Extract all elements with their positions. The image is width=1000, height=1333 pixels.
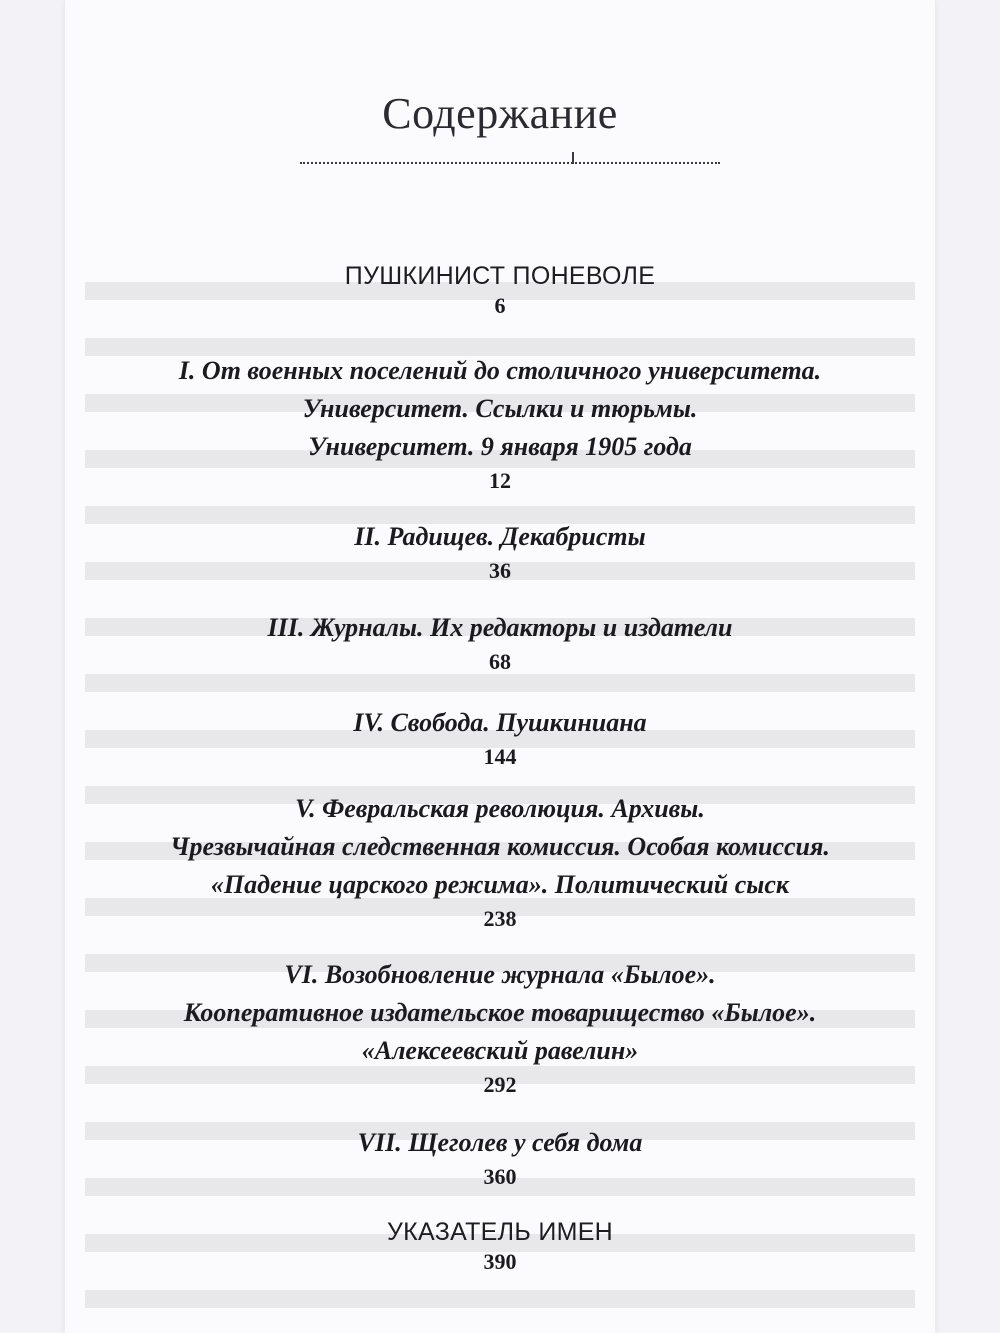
toc-entry-index: [65, 1218, 935, 1277]
toc-section-label: ПУШКИНИСТ ПОНЕВОЛЕ: [344, 262, 656, 290]
toc-line: II. Радищев. Декабристы: [354, 522, 646, 551]
toc-page-number: 12: [489, 468, 511, 493]
toc-line: Чрезвычайная следственная комиссия. Особая комиссия.: [170, 832, 830, 861]
toc-line: «Падение царского режима». Политический сыск: [210, 870, 790, 899]
toc-line: Университет. 9 января 1905 года: [308, 432, 692, 461]
toc-line: VI. Возобновление журнала «Былое».: [284, 960, 716, 989]
toc-line: V. Февральская революция. Архивы.: [295, 794, 705, 823]
toc-line: «Алексеевский равелин»: [361, 1036, 639, 1065]
toc-line: III. Журналы. Их редакторы и издатели: [267, 613, 733, 642]
page-title: Содержание: [382, 89, 618, 138]
toc-entry-chapter-7: [65, 1124, 935, 1192]
toc-entry-chapter-4: [65, 704, 935, 772]
toc-line: IV. Свобода. Пушкиниана: [353, 708, 647, 737]
toc-section-label: УКАЗАТЕЛЬ ИМЕН: [386, 1218, 614, 1246]
toc-line: I. От военных поселений до столичного университета.: [178, 356, 822, 385]
toc-entry-chapter-1: [65, 352, 935, 496]
toc-page-number: 238: [483, 906, 517, 931]
title-rule-tick: [572, 152, 574, 164]
toc-page-number: 390: [483, 1249, 517, 1274]
toc-page-number: 68: [489, 649, 511, 674]
toc-entry-pushkinist: [65, 262, 935, 321]
toc-entry-chapter-6: [65, 956, 935, 1100]
toc-line: VII. Щеголев у себя дома: [357, 1128, 643, 1157]
toc-entry-chapter-2: [65, 518, 935, 586]
title-dotted-rule: [300, 152, 720, 164]
toc-page-number: 360: [483, 1164, 517, 1189]
toc-entry-chapter-5: [65, 790, 935, 934]
book-page: [65, 0, 935, 1333]
toc-page-number: 144: [483, 744, 517, 769]
toc-page-number: 6: [494, 293, 506, 318]
toc-line: Кооперативное издательское товарищество «Былое».: [183, 998, 817, 1027]
toc-entry-chapter-3: [65, 609, 935, 677]
toc-page-number: 36: [489, 558, 511, 583]
toc-line: Университет. Ссылки и тюрьмы.: [302, 394, 698, 423]
toc-page-number: 292: [483, 1072, 517, 1097]
